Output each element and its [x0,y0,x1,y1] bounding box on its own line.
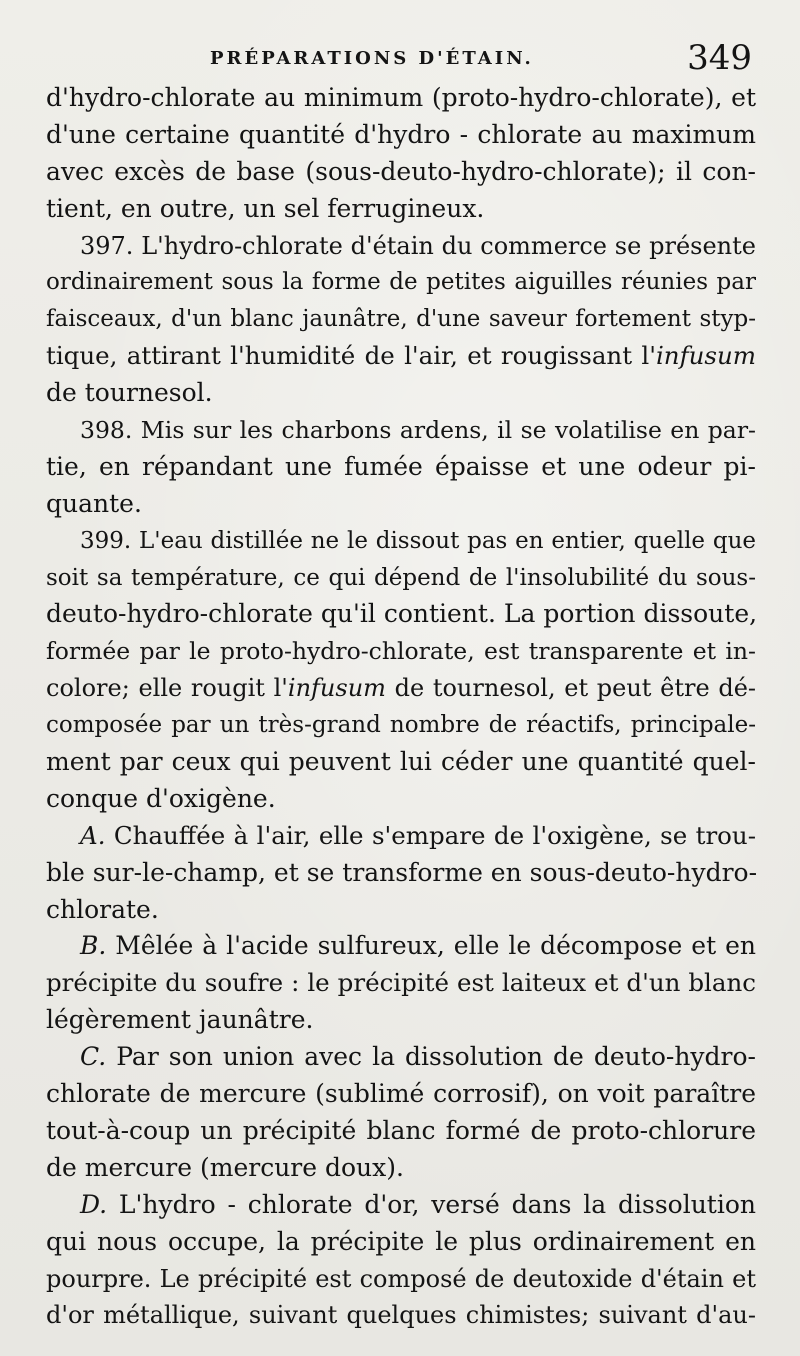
body-text [46,80,756,1334]
text-line: chlorate de mercure (sublimé corrosif), on voit paraître [46,1079,756,1109]
text-line: formée par le proto-hydro-chlorate, est transparente et in- [46,637,756,666]
text-line: 399. L'eau distillée ne le dissout pas en entier, quelle que [80,527,756,554]
text-line: d'hydro-chlorate au minimum (proto-hydro-chlorate), et [46,83,756,112]
text-line: conque d'oxigène. [46,783,276,813]
text-line: avec excès de base (sous-deuto-hydro-chlorate); il con- [46,156,756,186]
text-line: soit sa température, ce qui dépend de l'insolubilité du sous- [46,564,756,591]
text-line: deuto-hydro-chlorate qu'il contient. La portion dissoute, [46,599,758,629]
text-line: de mercure (mercure doux). [46,1152,404,1182]
italic-term: C. [80,1042,107,1072]
text-line [46,928,756,965]
text-segment: de tournesol, et peut être dé- [385,674,757,703]
page-header [0,36,800,76]
text-line [46,338,756,375]
text-segment: L'hydro - chlorate d'or, versé dans la dissolution [107,1189,756,1219]
text-line: précipite du soufre : le précipité est laiteux et d'un blanc [46,968,756,998]
text-line: ordinairement sous la forme de petites aiguilles réunies par [46,269,756,296]
text-segment: Chauffée à l'air, elle s'empare de l'oxigène, se trou- [105,820,756,850]
text-line: 397. L'hydro-chlorate d'étain du commerce se présente [80,231,756,260]
text-line: tie, en répandant une fumée épaisse et une odeur pi- [46,451,756,481]
text-line [46,670,756,707]
italic-term: infusum [287,674,386,703]
text-line: tout-à-coup un précipité blanc formé de proto-chlorure [46,1115,756,1145]
text-line: ble sur-le-champ, et se transforme en sous-deuto-hydro- [46,857,758,887]
text-line: légèrement jaunâtre. [46,1005,314,1035]
text-line: composée par un très-grand nombre de réactifs, principale- [46,712,756,739]
text-line: faisceaux, d'un blanc jaunâtre, d'une saveur fortement styp- [46,306,756,333]
page-number: 349 [687,38,752,78]
text-line: de tournesol. [46,378,213,408]
text-line: quante. [46,488,142,518]
text-line: qui nous occupe, la précipite le plus ordinairement en [46,1226,756,1256]
text-line: pourpre. Le précipité est composé de deutoxide d'étain et [46,1264,756,1293]
italic-term: A. [80,820,106,850]
text-line [46,818,756,855]
text-segment: Mêlée à l'acide sulfureux, elle le décompose et en [106,931,756,961]
text-segment: Par son union avec la dissolution de deuto-hydro- [106,1042,756,1072]
running-head: PRÉPARATIONS D'ÉTAIN. [210,48,534,69]
italic-term: D. [80,1189,108,1219]
text-line [46,1039,756,1076]
text-line: chlorate. [46,894,159,924]
text-line: 398. Mis sur les charbons ardens, il se volatilise en par- [80,416,756,445]
italic-term: B. [80,931,107,961]
text-segment: tique, attirant l'humidité de l'air, et rougissant l' [46,341,656,371]
italic-term: infusum [655,341,756,371]
text-line [46,1187,756,1224]
text-segment: colore; elle rougit l' [46,674,288,703]
text-line: ment par ceux qui peuvent lui céder une quantité quel- [46,747,756,777]
text-line: d'or métallique, suivant quelques chimistes; suivant d'au- [46,1301,756,1330]
text-line: tient, en outre, un sel ferrugineux. [46,193,485,223]
text-line: d'une certaine quantité d'hydro - chlorate au maximum [46,119,756,149]
